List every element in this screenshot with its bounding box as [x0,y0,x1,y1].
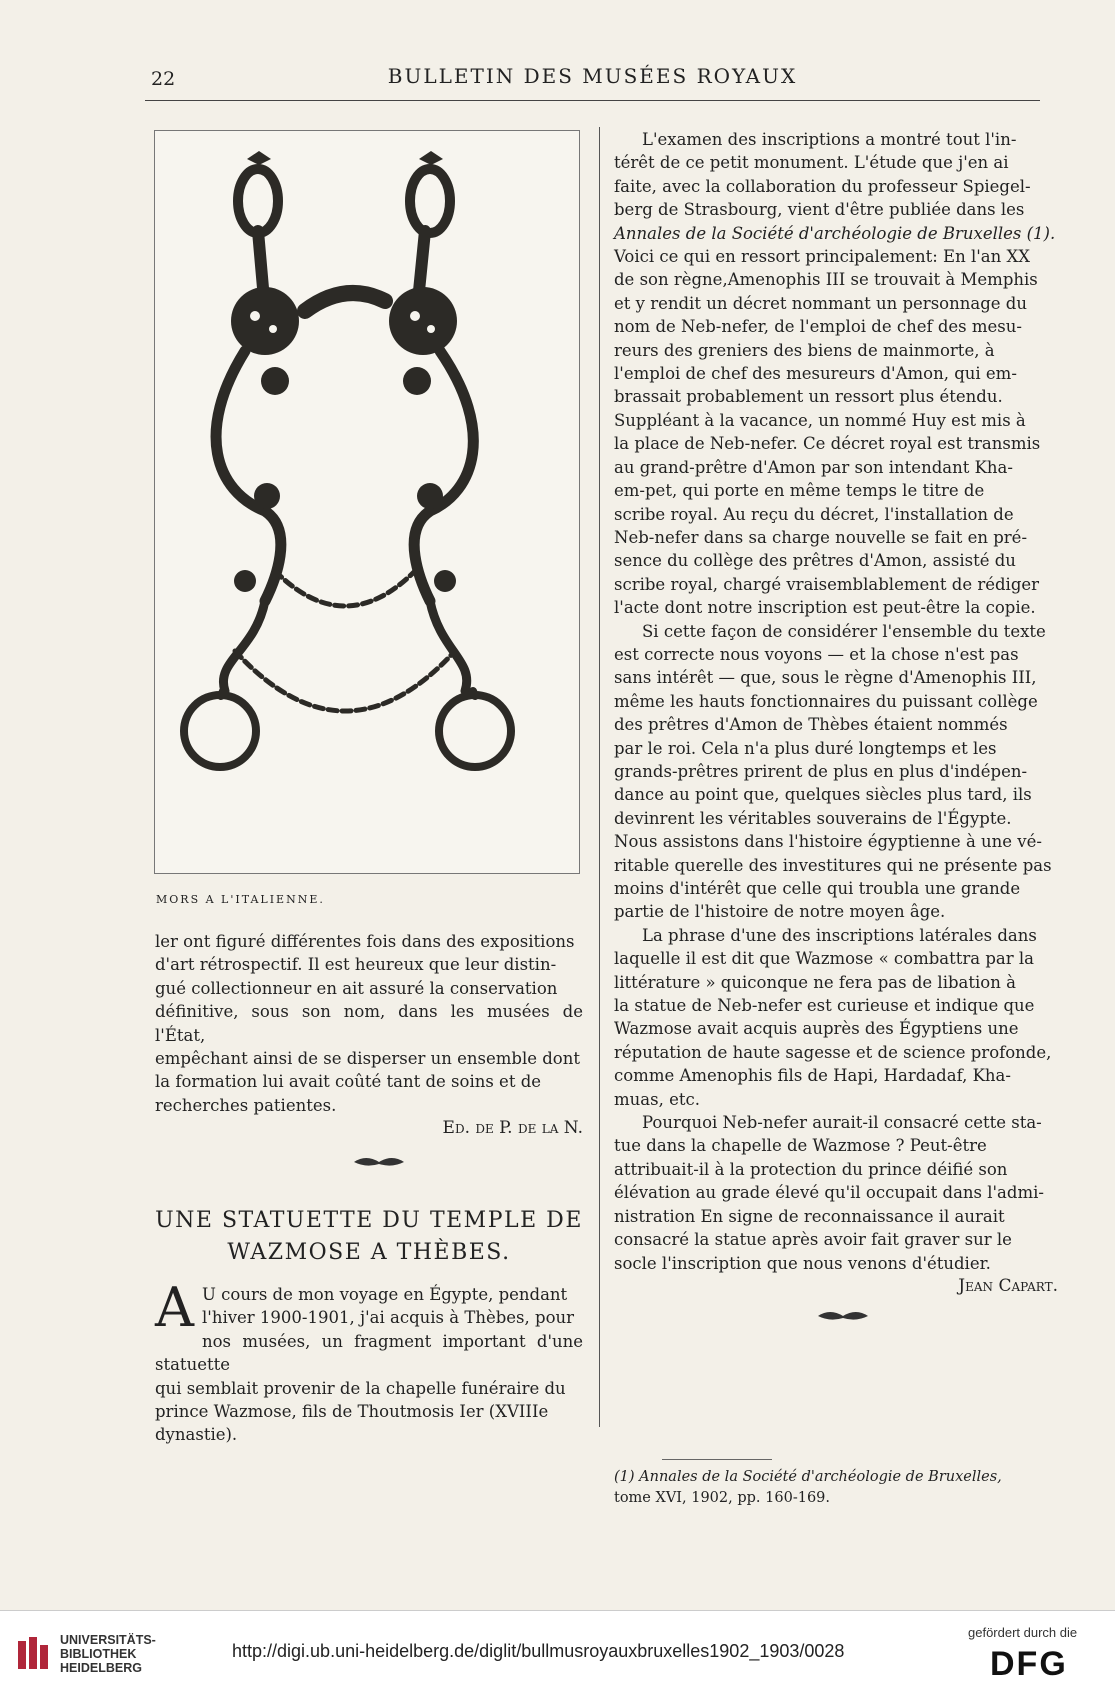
text-line: Annales de la Société d'archéologie de Bruxelles (1). [614,223,1056,243]
footnote-line: tome XVI, 1902, pp. 160-169. [614,1490,830,1506]
text-line: em-pet, qui porte en même temps le titre de [614,481,985,501]
text-line: scribe royal. Au reçu du décret, l'installation de [614,504,1014,524]
running-title: BULLETIN DES MUSÉES ROYAUX [387,64,798,88]
text-line: élévation au grade élevé qu'il occupait dans l'admi- [614,1183,1044,1203]
ornament-divider [352,1154,406,1170]
paragraph-2 [614,620,1058,924]
text-line: scribe royal, chargé vraisemblablement de rédiger [614,574,1040,594]
text-line: tue dans la chapelle de Wazmose ? Peut-être [614,1136,987,1156]
digitization-footer [0,1610,1115,1695]
text-line: empêchant ainsi de se disperser un ensemble dont [155,1049,580,1069]
text-line: ritable querelle des investitures qui ne présente pas [614,855,1052,875]
text-line: nistration En signe de reconnaissance il aurait [614,1206,1005,1226]
text-line: qui semblait provenir de la chapelle funéraire du [155,1378,566,1398]
text-line: Si cette façon de considérer l'ensemble du texte [642,621,1046,641]
text-line: l'emploi de chef des mesureurs d'Amon, qui em- [614,364,1017,384]
dfg-logo: DFG [990,1645,1068,1683]
text-line: muas, etc. [614,1089,700,1109]
heading-line: UNE STATUETTE DU TEMPLE DE [155,1208,583,1233]
text-line: est correcte nous voyons — et la chose n'est pas [614,644,1019,664]
text-line: faite, avec la collaboration du professeur Spiegel- [614,176,1031,196]
page-header [145,60,1040,101]
text-line: la formation lui avait coûté tant de soins et de [155,1072,542,1092]
text-line: au grand-prêtre d'Amon par son intendant Kha- [614,457,1013,477]
text-line: nom de Neb-nefer, de l'emploi de chef des mesu- [614,317,1022,337]
paragraph-4 [614,1111,1058,1275]
text-line: prince Wazmose, fils de Thoutmosis Ier (XVIIIe [155,1402,549,1422]
article-heading [155,1205,583,1269]
right-column [614,128,1058,1298]
text-line: même les hauts fonctionnaires du puissant collège [614,691,1038,711]
text-line: Neb-nefer dans sa charge nouvelle se fait en pré- [614,527,1028,547]
text-line: Wazmose avait acquis auprès des Égyptiens une [614,1019,1019,1039]
text-line: grands-prêtres prirent de plus en plus d'indépen- [614,761,1028,781]
text-line: attribuait-il à la protection du prince déifié son [614,1159,1008,1179]
library-name: UNIVERSITÄTS- BIBLIOTHEK HEIDELBERG [60,1633,156,1675]
ornament-divider [816,1308,870,1324]
source-url-link[interactable]: http://digi.ub.uni-heidelberg.de/diglit/bullmusroyauxbruxelles1902_1903/0028 [232,1641,845,1661]
text-line: l'hiver 1900-1901, j'ai acquis à Thèbes, pour [202,1308,575,1328]
heading-line: WAZMOSE A THÈBES. [227,1240,511,1265]
text-line: des prêtres d'Amon de Thèbes étaient nommés [614,715,1008,735]
footnote-rule [662,1459,772,1460]
signature-right: Jean Capart. [958,1275,1058,1296]
funding-note: gefördert durch die [968,1625,1078,1640]
text-line: réputation de haute sagesse et de science profonde, [614,1042,1052,1062]
text-line: dance au point que, quelques siècles plus tard, ils [614,785,1032,805]
text-line: brassait probablement un ressort plus étendu. [614,387,1003,407]
text-line: sence du collège des prêtres d'Amon, assisté du [614,551,1016,571]
text-line: définitive, sous son nom, dans les musées de l'État, [155,1002,583,1045]
paragraph-3 [614,924,1058,1111]
article-intro [155,1276,583,1447]
text-line: térêt de ce petit monument. L'étude que j'en ai [614,153,1009,173]
column-divider [599,127,600,1427]
page-number: 22 [151,68,176,90]
text-line: ler ont figuré différentes fois dans des expositions [155,932,575,951]
text-line: comme Amenophis fils de Hapi, Hardadaf, Kha- [614,1066,1011,1086]
text-line: littérature » quiconque ne fera pas de libation à [614,972,1016,992]
text-line: devinrent les véritables souverains de l'Égypte. [614,808,1012,828]
text-line: Nous assistons dans l'histoire égyptienne à une vé- [614,832,1042,852]
text-line: U cours de mon voyage en Égypte, pendant [202,1285,568,1304]
text-line: l'acte dont notre inscription est peut-être la copie. [614,598,1036,618]
text-line: la statue de Neb-nefer est curieuse et indique que [614,996,1035,1016]
text-line: et y rendit un décret nommant un personnage du [614,293,1027,313]
figure-caption: MORS A L'ITALIENNE. [156,893,325,906]
horse-bit-illustration [155,131,579,873]
text-line: socle l'inscription que nous venons d'étudier. [614,1253,991,1273]
text-line: par le roi. Cela n'a plus duré longtemps et les [614,738,997,758]
text-line: L'examen des inscriptions a montré tout l'in- [642,130,1017,149]
text-line: consacré la statue après avoir fait graver sur le [614,1230,1012,1250]
paragraph-1 [614,128,1058,620]
text-line: d'art rétrospectif. Il est heureux que leur distin- [155,955,557,975]
text-line: nos musées, un fragment important d'une statuette [155,1331,583,1375]
text-line: sans intérêt — que, sous le règne d'Amenophis III, [614,668,1037,688]
text-line: gué collectionneur en ait assuré la conservation [155,978,558,998]
text-line: moins d'intérêt que celle qui troubla une grande [614,879,1021,898]
signature-left: Ed. de P. de la N. [442,1118,583,1139]
text-line: recherches patientes. [155,1095,337,1115]
text-line: berg de Strasbourg, vient d'être publiée dans les [614,200,1025,220]
text-line: Pourquoi Neb-nefer aurait-il consacré cette sta- [642,1113,1042,1133]
text-line: partie de l'histoire de notre moyen âge. [614,902,946,922]
university-library-logo-icon [16,1635,50,1673]
footnote [614,1467,1058,1509]
text-line: de son règne,Amenophis III se trouvait à Memphis [614,270,1038,290]
footnote-line: (1) Annales de la Société d'archéologie de Bruxelles, [614,1469,1002,1485]
figure-horse-bit [154,130,580,874]
text-line: La phrase d'une des inscriptions latérales dans [642,925,1037,945]
text-line: la place de Neb-nefer. Ce décret royal est transmis [614,434,1041,454]
left-column-continuation [155,930,583,1141]
drop-cap: A [155,1276,194,1339]
text-line: dynastie). [155,1425,238,1445]
text-line: Suppléant à la vacance, un nommé Huy est mis à [614,410,1026,430]
text-line: Voici ce qui en ressort principalement: En l'an XX [614,247,1030,267]
text-line: reurs des greniers des biens de mainmorte, à [614,340,995,360]
text-line: laquelle il est dit que Wazmose « combattra par la [614,949,1035,969]
